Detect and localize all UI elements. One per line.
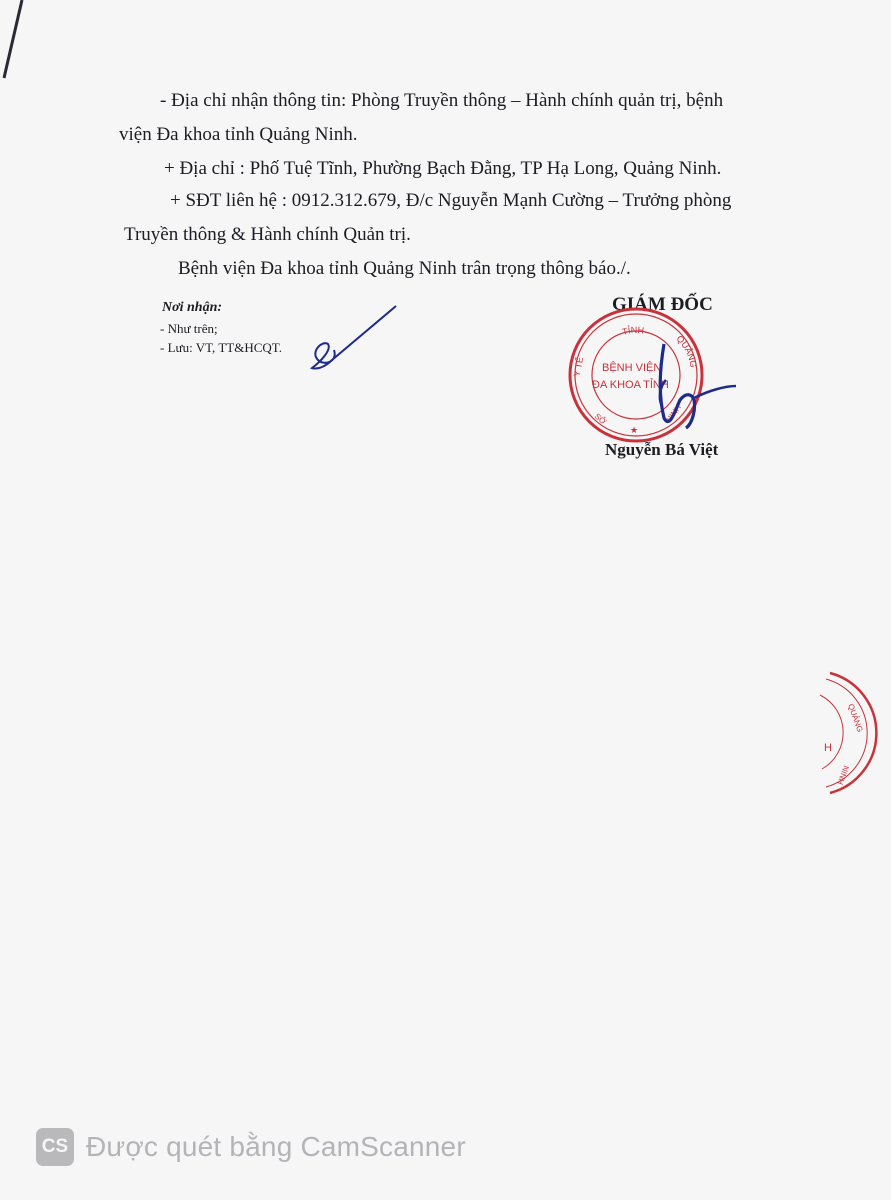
signature-title: GIÁM ĐỐC xyxy=(612,294,713,315)
text-line-hospital-name: viện Đa khoa tỉnh Quảng Ninh. xyxy=(119,124,358,145)
seal-center-line2: ĐA KHOA TỈNH xyxy=(592,379,669,391)
partial-seal-arc-text: QUẢNG xyxy=(846,702,865,734)
seal-star-icon: ★ xyxy=(630,426,639,436)
text-line-department: Truyền thông & Hành chính Quản trị. xyxy=(124,224,411,245)
partial-seal-fragment: H xyxy=(824,742,832,754)
seal-top-text: TỈNH xyxy=(621,324,645,337)
recipient-item: - Lưu: VT, TT&HCQT. xyxy=(160,340,282,355)
text-line-phone: + SĐT liên hệ : 0912.312.679, Đ/c Nguyễn Mạnh Cường – Trưởng phòng xyxy=(170,190,732,211)
initials-signature xyxy=(298,300,408,380)
camscanner-text: Được quét bằng CamScanner xyxy=(86,1131,466,1162)
seal-bottom-text: SỞ xyxy=(592,411,608,427)
camscanner-logo-icon: CS xyxy=(36,1128,74,1166)
text-line-closing: Bệnh viện Đa khoa tỉnh Quảng Ninh trân trọng thông báo./. xyxy=(178,258,631,279)
recipient-item: - Như trên; xyxy=(160,321,218,336)
seal-center-line1: BỆNH VIỆN xyxy=(602,362,662,374)
seal-right-text: QUẢNG xyxy=(674,333,699,369)
seal-left-text: Y TẾ xyxy=(571,356,586,378)
text-line-contact-address: - Địa chỉ nhận thông tin: Phòng Truyền thông – Hành chính quản trị, bệnh xyxy=(160,90,724,111)
director-signature xyxy=(640,338,750,438)
recipients-title: Nơi nhận: xyxy=(162,300,223,315)
scan-edge-mark xyxy=(0,0,40,90)
text-line-street-address: + Địa chỉ : Phố Tuệ Tĩnh, Phường Bạch Đằng, TP Hạ Long, Quảng Ninh. xyxy=(164,158,722,179)
seal-right-lower-text: NINH xyxy=(664,402,683,425)
camscanner-watermark xyxy=(36,1128,466,1166)
partial-seal-arc-text-lower: NINH xyxy=(835,764,851,786)
partial-seal-stamp xyxy=(812,665,891,800)
signer-name: Nguyễn Bá Việt xyxy=(605,440,719,459)
